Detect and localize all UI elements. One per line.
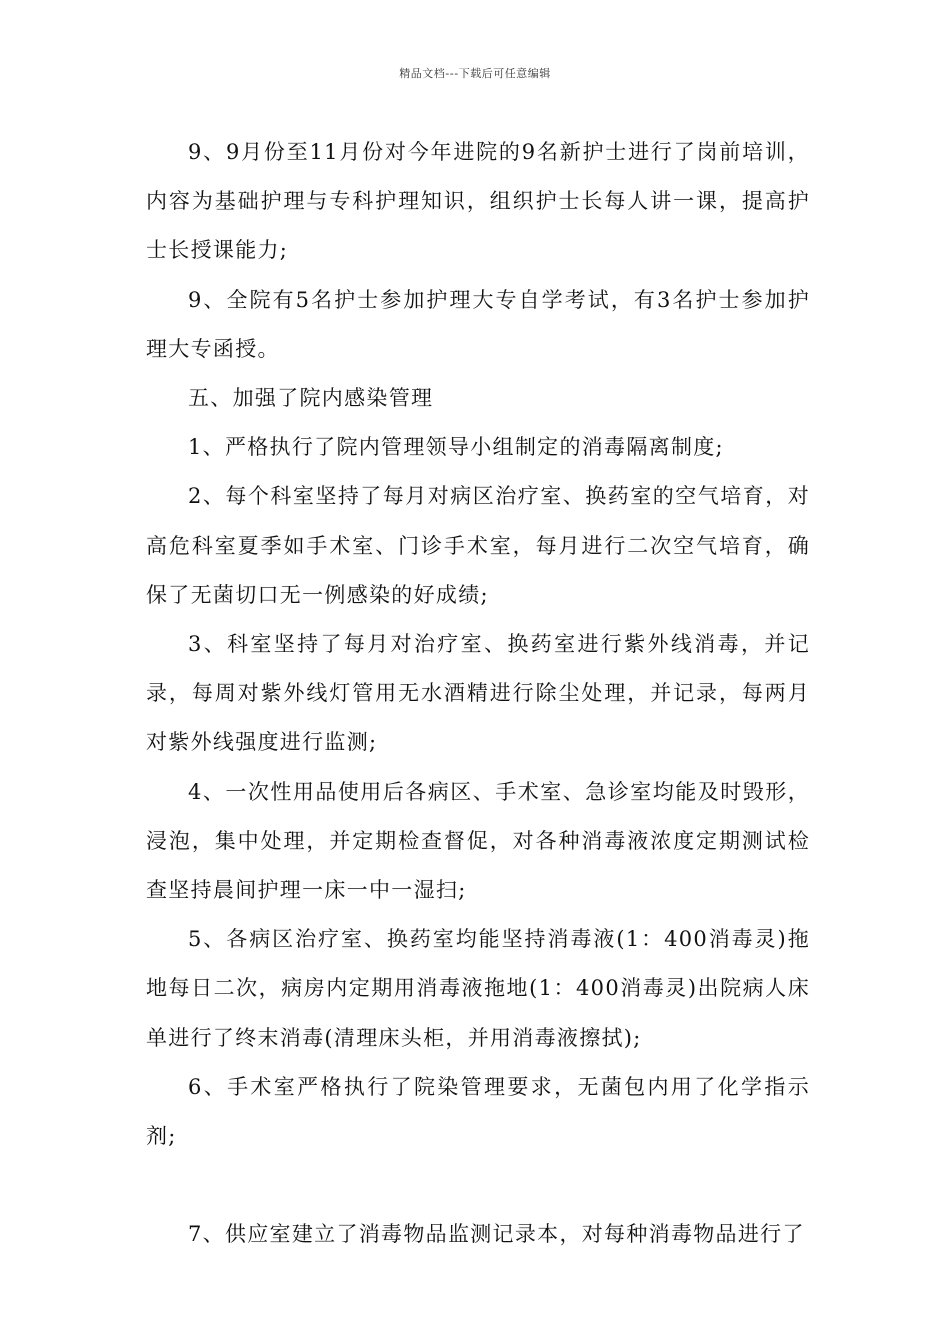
paragraph-nurse-exams: 9、全院有5名护士参加护理大专自学考试，有3名护士参加护理大专函授。 xyxy=(146,287,810,361)
paragraph-item-3: 3、科室坚持了每月对治疗室、换药室进行紫外线消毒，并记录，每周对紫外线灯管用无水酒精进行除尘处理，并记录，每两月对紫外线强度进行监测; xyxy=(146,632,810,755)
page-header: 精品文档---下载后可任意编辑 xyxy=(399,67,551,80)
paragraph-item-5: 5、各病区治疗室、换药室均能坚持消毒液(1：400消毒灵)拖地每日二次，病房内定期用消毒液拖地(1：400消毒灵)出院病人床单进行了终末消毒(清理床头柜，并用消毒液擦拭); xyxy=(146,927,810,1050)
paragraph-item-4: 4、一次性用品使用后各病区、手术室、急诊室均能及时毁形，浸泡，集中处理，并定期检查督促，对各种消毒液浓度定期测试检查坚持晨间护理一床一中一湿扫; xyxy=(146,779,810,903)
paragraph-nurse-training: 9、9月份至11月份对今年进院的9名新护士进行了岗前培训，内容为基础护理与专科护理知识，组织护士长每人讲一课，提高护士长授课能力; xyxy=(146,140,810,263)
document-body xyxy=(146,128,810,1259)
paragraph-item-2: 2、每个科室坚持了每月对病区治疗室、换药室的空气培育，对高危科室夏季如手术室、门诊手术室，每月进行二次空气培育，确保了无菌切口无一例感染的好成绩; xyxy=(146,484,810,607)
paragraph-item-6: 6、手术室严格执行了院染管理要求，无菌包内用了化学指示剂; xyxy=(146,1074,810,1149)
paragraph-item-1: 1、严格执行了院内管理领导小组制定的消毒隔离制度; xyxy=(188,435,724,460)
section-heading-infection-control: 五、加强了院内感染管理 xyxy=(188,386,434,411)
paragraph-item-7: 7、供应室建立了消毒物品监测记录本，对每种消毒物品进行了 xyxy=(188,1222,805,1247)
